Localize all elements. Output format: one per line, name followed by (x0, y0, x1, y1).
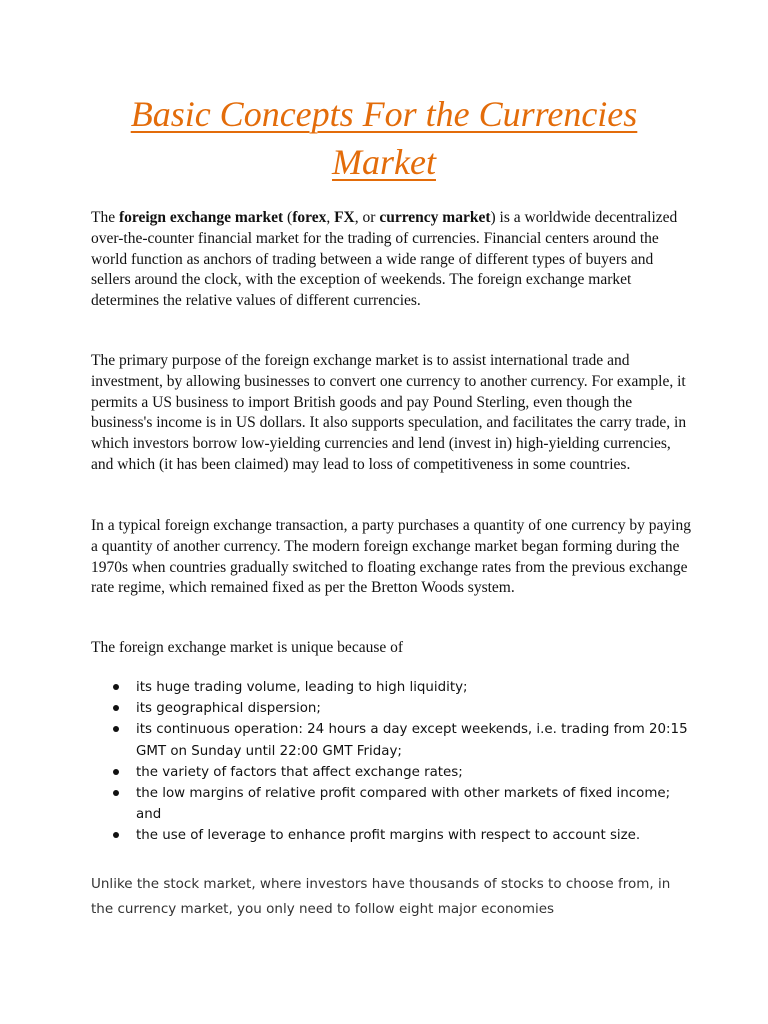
bold-term-foreign-exchange-market: foreign exchange market (118, 209, 284, 226)
text-run: ( (283, 209, 293, 226)
text-run: ) is a worldwide decentralized over-the-counter financial market for the trading of currencies. Financial centers around the world function as anchors of trading between a wide range of different types of buyers and sellers around the clock, with the exception of weekends. The foreign exchange market determines the relative values of different currencies. (91, 209, 678, 310)
list-item (113, 825, 693, 846)
list-item-text: the low margins of relative profit compared with other markets of fixed income; and (136, 786, 671, 823)
paragraph-stock-market-comparison: Unlike the stock market, where investors have thousands of stocks to choose from, in the currency market, you only need to follow eight major economies (91, 876, 671, 917)
bullet-icon (113, 684, 119, 690)
list-item (113, 762, 693, 783)
list-item-text: its geographical dispersion; (136, 701, 321, 717)
text-run: The (91, 209, 119, 226)
paragraph-forex-definition (91, 208, 691, 312)
bullet-icon (113, 790, 119, 796)
list-item-text: its continuous operation: 24 hours a day except weekends, i.e. trading from 20:15 GMT on Sunday until 22:00 GMT Friday; (136, 722, 688, 759)
list-item (113, 698, 693, 719)
bullet-icon (113, 705, 119, 711)
list-item (113, 719, 693, 761)
text-run: , (326, 209, 335, 226)
paragraph-primary-purpose: The primary purpose of the foreign exchange market is to assist international trade and investment, by allowing businesses to convert one currency to another currency. For example, it permits a US business to import British goods and pay Pound Sterling, even though the business's income is in US dollars. It also supports speculation, and facilitates the carry trade, in which investors borrow low-yielding currencies and lend (invest in) high-yielding currencies, and which (it has been claimed) may lead to loss of competitiveness in some countries. (91, 352, 687, 473)
list-item-text: its huge trading volume, leading to high liquidity; (136, 680, 468, 695)
paragraph-typical-transaction: In a typical foreign exchange transaction, a party purchases a quantity of one currency by paying a quantity of another currency. The modern foreign exchange market began forming during the 1970s when countries gradually switched to floating exchange rates from the previous exchange rate regime, which remained fixed as per the Bretton Woods system. (91, 517, 691, 597)
bold-term-forex: forex (292, 209, 327, 226)
bold-term-currency-market: currency market (379, 209, 491, 226)
list-item-text: the use of leverage to enhance profit margins with respect to account size. (136, 828, 641, 844)
bullet-icon (113, 769, 119, 775)
bullet-icon (113, 832, 119, 838)
bullet-icon (113, 726, 119, 732)
list-item-text: the variety of factors that affect exchange rates; (136, 764, 463, 780)
text-run: , or (354, 209, 380, 226)
paragraph-unique-because: The foreign exchange market is unique because of (91, 639, 404, 656)
bold-term-fx: FX (334, 209, 355, 226)
list-item (113, 783, 693, 825)
document-title: Basic Concepts For the Currencies Market (130, 94, 638, 182)
unique-features-list (113, 677, 693, 847)
list-item (113, 677, 693, 698)
